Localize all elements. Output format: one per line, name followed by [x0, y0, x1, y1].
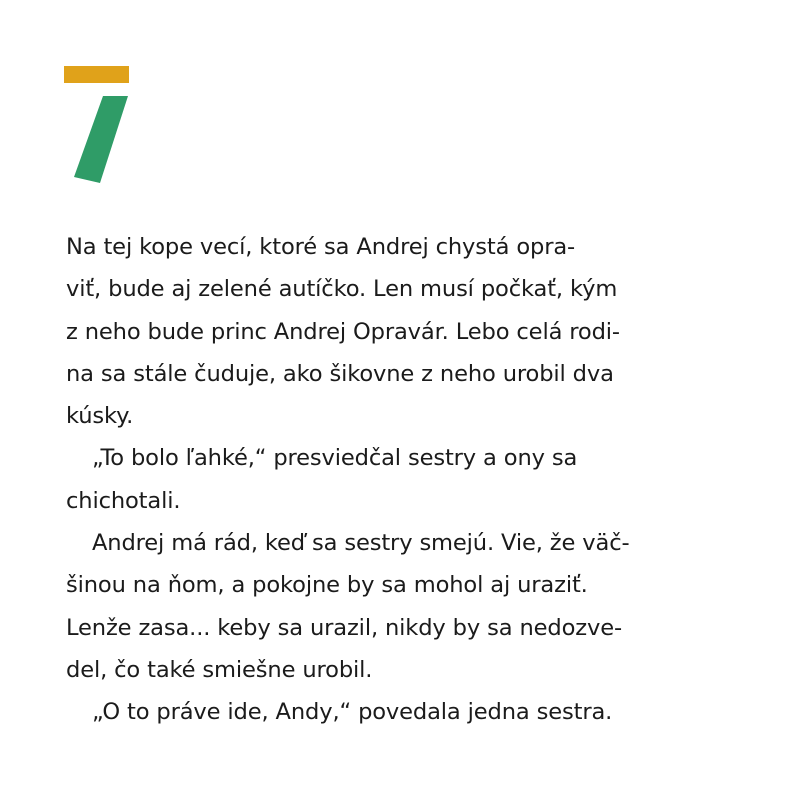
text-line: „O to práve ide, Andy,“ povedala jedna sestra.	[92, 699, 613, 726]
chapter-number	[60, 62, 140, 186]
text-line: kúsky.	[66, 403, 134, 430]
text-line: del, čo také smiešne urobil.	[66, 656, 373, 683]
text-line: „To bolo ľahké,“ presviedčal sestry a ony sa	[92, 445, 578, 472]
text-line: Lenže zasa... keby sa urazil, nikdy by sa nedozve-	[66, 614, 622, 641]
chapter-number-stem	[74, 96, 128, 183]
text-line: viť, bude aj zelené autíčko. Len musí počkať, kým	[66, 276, 618, 303]
chapter-number-graphic	[60, 62, 140, 186]
text-line: Na tej kope vecí, ktoré sa Andrej chystá opra-	[66, 234, 576, 260]
chapter-number-top-bar	[64, 66, 129, 83]
body-text	[66, 226, 734, 734]
text-line: na sa stále čuduje, ako šikovne z neho urobil dva	[66, 360, 614, 387]
text-line: z neho bude princ Andrej Opravár. Lebo celá rodi-	[66, 318, 620, 345]
text-line: Andrej má rád, keď sa sestry smejú. Vie, že väč-	[92, 530, 630, 557]
text-line: šinou na ňom, a pokojne by sa mohol aj uraziť.	[66, 572, 588, 599]
text-line: chichotali.	[66, 487, 181, 514]
